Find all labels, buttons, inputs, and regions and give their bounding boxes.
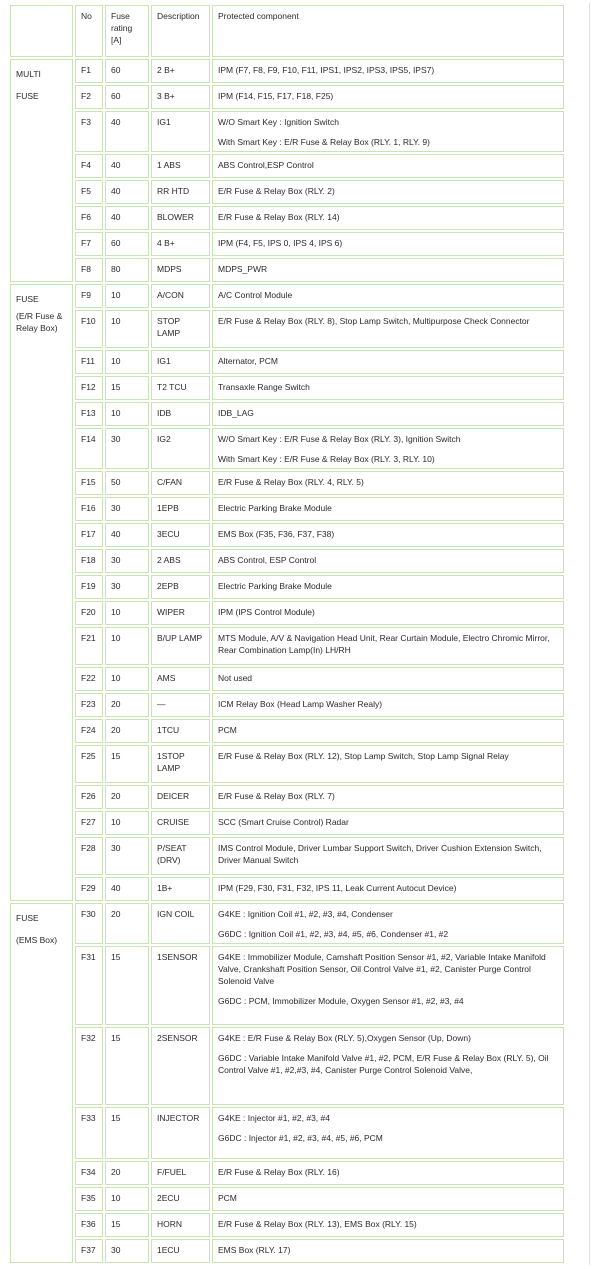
fuse-description-cell: A/CON [151,284,210,308]
fuse-number-cell: F31 [75,946,103,1025]
protected-component-cell [212,1161,564,1185]
protected-component-cell [212,601,564,625]
fuse-description-cell: P/SEAT (DRV) [151,837,210,875]
protected-component-cell [212,837,564,875]
fuse-description-cell: WIPER [151,601,210,625]
protected-component-text: E/R Fuse & Relay Box (RLY. 13), EMS Box (RLY. 15) [218,1219,417,1229]
fuse-number-cell: F23 [75,693,103,717]
protected-component-cell [212,745,564,783]
protected-component-text: G6DC : Ignition Coil #1, #2, #3, #4, #5, #6, Condenser #1, #2 [218,929,449,939]
table-header-row [10,5,564,57]
fuse-description-cell: 2 B+ [151,59,210,83]
protected-component-cell [212,376,564,400]
fuse-number-cell: F4 [75,154,103,178]
fuse-rating-cell: 15 [105,376,149,400]
table-row [10,310,564,348]
fuse-description-cell: BLOWER [151,206,210,230]
fuse-description-cell: 2ECU [151,1187,210,1211]
table-row [10,1213,564,1237]
fuse-number-cell: F30 [75,903,103,944]
fuse-rating-cell: 30 [105,549,149,573]
fuse-number-cell: F20 [75,601,103,625]
fuse-rating-cell: 20 [105,785,149,809]
protected-component-cell [212,232,564,256]
protected-component-text: A/C Control Module [218,290,293,300]
fuse-description-cell: STOP LAMP [151,310,210,348]
fuse-rating-cell: 15 [105,1107,149,1159]
fuse-description-cell: 1B+ [151,877,210,901]
table-row [10,59,564,83]
fuse-number-cell: F25 [75,745,103,783]
fuse-description-cell: HORN [151,1213,210,1237]
fuse-description-cell: B/UP LAMP [151,627,210,665]
protected-component-text: EMS Box (F35, F36, F37, F38) [218,529,335,539]
table-row [10,785,564,809]
protected-component-text: With Smart Key : E/R Fuse & Relay Box (RLY. 1, RLY. 9) [218,137,430,147]
fuse-rating-cell: 40 [105,206,149,230]
protected-component-text: E/R Fuse & Relay Box (RLY. 16) [218,1167,340,1177]
fuse-description-cell: IG2 [151,428,210,469]
fuse-description-cell: 2 ABS [151,549,210,573]
fuse-rating-cell: 20 [105,903,149,944]
fuse-number-cell: F28 [75,837,103,875]
fuse-table [8,3,566,1265]
protected-component-cell [212,206,564,230]
fuse-number-cell: F1 [75,59,103,83]
protected-component-cell [212,402,564,426]
protected-component-text: W/O Smart Key : Ignition Switch [218,117,339,127]
protected-component-text: G4KE : Ignition Coil #1, #2, #3, #4, Condenser [218,909,393,919]
table-row [10,745,564,783]
fuse-description-cell: 1STOP LAMP [151,745,210,783]
fuse-description-cell: IG1 [151,350,210,374]
fuse-rating-cell: 15 [105,1213,149,1237]
fuse-rating-cell: 30 [105,575,149,599]
fuse-number-cell: F9 [75,284,103,308]
fuse-rating-cell: 50 [105,471,149,495]
group-header-cell [10,5,73,57]
fuse-number-cell: F11 [75,350,103,374]
column-header-rating: Fuse rating [A] [105,5,149,57]
fuse-rating-cell: 40 [105,180,149,204]
protected-component-text: IMS Control Module, Driver Lumbar Support Switch, Driver Cushion Extension Switch, Driver Manual Switch [218,843,542,865]
fuse-rating-cell: 10 [105,310,149,348]
table-row [10,575,564,599]
fuse-description-cell: 3 B+ [151,85,210,109]
protected-component-cell [212,1239,564,1263]
fuse-rating-cell: 10 [105,402,149,426]
fuse-rating-cell: 60 [105,59,149,83]
protected-component-cell [212,785,564,809]
protected-component-text: E/R Fuse & Relay Box (RLY. 12), Stop Lamp Switch, Stop Lamp Signal Relay [218,751,509,761]
fuse-number-cell: F17 [75,523,103,547]
table-row [10,693,564,717]
group-label-cell [10,903,73,1263]
fuse-rating-cell: 30 [105,428,149,469]
protected-component-text: IPM (IPS Control Module) [218,607,315,617]
protected-component-text: G6DC : PCM, Immobilizer Module, Oxygen Sensor #1, #2, #3, #4 [218,996,464,1006]
protected-component-cell [212,946,564,1025]
fuse-number-cell: F16 [75,497,103,521]
fuse-description-cell: 1 ABS [151,154,210,178]
fuse-rating-cell: 60 [105,85,149,109]
fuse-number-cell: F8 [75,258,103,282]
protected-component-cell [212,1107,564,1159]
fuse-rating-cell: 10 [105,811,149,835]
fuse-number-cell: F32 [75,1027,103,1105]
protected-component-text: Electric Parking Brake Module [218,503,332,513]
fuse-rating-cell: 30 [105,837,149,875]
fuse-number-cell: F24 [75,719,103,743]
protected-component-text: E/R Fuse & Relay Box (RLY. 8), Stop Lamp Switch, Multipurpose Check Connector [218,316,530,326]
table-row [10,903,564,944]
fuse-number-cell: F27 [75,811,103,835]
fuse-description-cell: MDPS [151,258,210,282]
column-header-no: No [75,5,103,57]
protected-component-cell [212,350,564,374]
protected-component-cell [212,310,564,348]
protected-component-text: IPM (F7, F8, F9, F10, F11, IPS1, IPS2, IPS3, IPS5, IPS7) [218,65,435,75]
fuse-number-cell: F37 [75,1239,103,1263]
protected-component-cell [212,59,564,83]
fuse-rating-cell: 20 [105,1161,149,1185]
table-row [10,402,564,426]
table-row [10,667,564,691]
fuse-description-cell: 1ECU [151,1239,210,1263]
protected-component-text: PCM [218,1193,237,1203]
protected-component-cell [212,471,564,495]
protected-component-cell [212,180,564,204]
protected-component-cell [212,1213,564,1237]
fuse-number-cell: F5 [75,180,103,204]
protected-component-text: IDB_LAG [218,408,254,418]
table-row [10,428,564,469]
fuse-rating-cell: 20 [105,719,149,743]
protected-component-text: ABS Control,ESP Control [218,160,314,170]
table-row [10,1239,564,1263]
table-row [10,497,564,521]
fuse-rating-cell: 10 [105,601,149,625]
protected-component-text: SCC (Smart Cruise Control) Radar [218,817,349,827]
protected-component-text: PCM [218,725,237,735]
protected-component-cell [212,154,564,178]
fuse-number-cell: F19 [75,575,103,599]
table-row [10,523,564,547]
fuse-number-cell: F12 [75,376,103,400]
fuse-number-cell: F22 [75,667,103,691]
protected-component-text: Not used [218,673,253,683]
fuse-number-cell: F2 [75,85,103,109]
fuse-number-cell: F6 [75,206,103,230]
group-label-line: (E/R Fuse & [16,311,63,321]
fuse-rating-cell: 15 [105,745,149,783]
table-row [10,85,564,109]
table-row [10,376,564,400]
fuse-description-cell: — [151,693,210,717]
fuse-number-cell: F7 [75,232,103,256]
fuse-rating-cell: 15 [105,1027,149,1105]
fuse-description-cell: 1EPB [151,497,210,521]
fuse-description-cell: 2EPB [151,575,210,599]
protected-component-text: IPM (F29, F30, F31, F32, IPS 11, Leak Current Autocut Device) [218,883,457,893]
fuse-description-cell: 3ECU [151,523,210,547]
fuse-rating-cell: 10 [105,627,149,665]
table-row [10,258,564,282]
protected-component-text: G4KE : Immobilizer Module, Camshaft Position Sensor #1, #2, Variable Intake Manifold Valve, Crankshaft Position Sensor, Oil Control Valve #1, #2, Canister Purge Control Solenoid Valve [218,952,546,986]
table-row [10,350,564,374]
group-label-line: FUSE [16,91,39,101]
fuse-rating-cell: 80 [105,258,149,282]
fuse-description-cell: C/FAN [151,471,210,495]
protected-component-text: E/R Fuse & Relay Box (RLY. 7) [218,791,335,801]
fuse-rating-cell: 15 [105,946,149,1025]
fuse-rating-cell: 60 [105,232,149,256]
protected-component-cell [212,1187,564,1211]
fuse-description-cell: CRUISE [151,811,210,835]
fuse-number-cell: F3 [75,111,103,152]
fuse-description-cell: 1SENSOR [151,946,210,1025]
table-row [10,627,564,665]
protected-component-cell [212,284,564,308]
protected-component-text: IPM (F4, F5, IPS 0, IPS 4, IPS 6) [218,238,343,248]
protected-component-text: G6DC : Injector #1, #2, #3, #4, #5, #6, PCM [218,1133,383,1143]
fuse-table-container [8,3,562,1265]
fuse-description-cell: INJECTOR [151,1107,210,1159]
group-label-line: MULTI [16,69,41,79]
table-row [10,1161,564,1185]
fuse-number-cell: F26 [75,785,103,809]
protected-component-text: Alternator, PCM [218,356,278,366]
protected-component-cell [212,111,564,152]
protected-component-cell [212,811,564,835]
table-row [10,1027,564,1105]
table-row [10,111,564,152]
protected-component-cell [212,719,564,743]
fuse-number-cell: F14 [75,428,103,469]
fuse-rating-cell: 10 [105,667,149,691]
protected-component-text: W/O Smart Key : E/R Fuse & Relay Box (RLY. 3), Ignition Switch [218,434,461,444]
table-row [10,284,564,308]
group-label-line: FUSE [16,913,39,923]
fuse-rating-cell: 40 [105,111,149,152]
table-row [10,549,564,573]
protected-component-cell [212,1027,564,1105]
table-row [10,1187,564,1211]
table-row [10,180,564,204]
fuse-rating-cell: 10 [105,1187,149,1211]
protected-component-cell [212,523,564,547]
fuse-number-cell: F21 [75,627,103,665]
protected-component-cell [212,667,564,691]
fuse-description-cell: 4 B+ [151,232,210,256]
fuse-description-cell: IG1 [151,111,210,152]
fuse-rating-cell: 40 [105,523,149,547]
protected-component-cell [212,549,564,573]
protected-component-text: ICM Relay Box (Head Lamp Washer Realy) [218,699,383,709]
fuse-description-cell: F/FUEL [151,1161,210,1185]
fuse-number-cell: F10 [75,310,103,348]
group-label-line: (EMS Box) [16,935,58,945]
protected-component-text: G4KE : E/R Fuse & Relay Box (RLY. 5),Oxygen Sensor (Up, Down) [218,1033,471,1043]
protected-component-text: E/R Fuse & Relay Box (RLY. 14) [218,212,340,222]
table-row [10,206,564,230]
fuse-number-cell: F29 [75,877,103,901]
fuse-description-cell: RR HTD [151,180,210,204]
protected-component-text: ABS Control, ESP Control [218,555,317,565]
fuse-description-cell: IDB [151,402,210,426]
fuse-number-cell: F36 [75,1213,103,1237]
fuse-number-cell: F15 [75,471,103,495]
column-header-component: Protected component [212,5,564,57]
protected-component-text: E/R Fuse & Relay Box (RLY. 4, RLY. 5) [218,477,364,487]
fuse-number-cell: F34 [75,1161,103,1185]
group-label-line: FUSE [16,294,39,304]
table-row [10,232,564,256]
column-header-description: Description [151,5,210,57]
protected-component-cell [212,627,564,665]
table-row [10,946,564,1025]
fuse-description-cell: DEICER [151,785,210,809]
group-label-cell [10,59,73,282]
fuse-rating-cell: 30 [105,497,149,521]
table-row [10,154,564,178]
protected-component-text: EMS Box (RLY. 17) [218,1245,291,1255]
fuse-number-cell: F35 [75,1187,103,1211]
protected-component-cell [212,903,564,944]
fuse-rating-cell: 40 [105,154,149,178]
fuse-rating-cell: 10 [105,284,149,308]
protected-component-text: Electric Parking Brake Module [218,581,332,591]
protected-component-text: MDPS_PWR [218,264,268,274]
table-row [10,877,564,901]
protected-component-cell [212,258,564,282]
fuse-rating-cell: 20 [105,693,149,717]
protected-component-text: With Smart Key : E/R Fuse & Relay Box (RLY. 3, RLY. 10) [218,454,435,464]
fuse-number-cell: F33 [75,1107,103,1159]
protected-component-text: MTS Module, A/V & Navigation Head Unit, Rear Curtain Module, Electro Chromic Mirror, Rear Combination Lamp(In) LH/RH [218,633,550,655]
fuse-description-cell: AMS [151,667,210,691]
fuse-table-body [10,59,564,1263]
protected-component-cell [212,693,564,717]
protected-component-text: G6DC : Variable Intake Manifold Valve #1, #2, PCM, E/R Fuse & Relay Box (RLY. 5), Oil Control Valve #1, #2,#3, #4, Canister Purge Control Solenoid Valve, [218,1053,549,1075]
fuse-number-cell: F13 [75,402,103,426]
table-row [10,719,564,743]
fuse-description-cell: 1TCU [151,719,210,743]
table-row [10,811,564,835]
fuse-rating-cell: 10 [105,350,149,374]
table-row [10,601,564,625]
protected-component-text: G4KE : Injector #1, #2, #3, #4 [218,1113,330,1123]
page-border-line [589,3,590,1265]
protected-component-text: IPM (F14, F15, F17, F18, F25) [218,91,334,101]
group-label-cell [10,284,73,901]
protected-component-cell [212,497,564,521]
fuse-rating-cell: 30 [105,1239,149,1263]
protected-component-cell [212,428,564,469]
fuse-description-cell: IGN COIL [151,903,210,944]
protected-component-cell [212,877,564,901]
protected-component-text: E/R Fuse & Relay Box (RLY. 2) [218,186,335,196]
fuse-rating-cell: 40 [105,877,149,901]
fuse-description-cell: T2 TCU [151,376,210,400]
fuse-description-cell: 2SENSOR [151,1027,210,1105]
table-row [10,1107,564,1159]
protected-component-text: Transaxle Range Switch [218,382,310,392]
group-label-line: Relay Box) [16,323,58,333]
fuse-number-cell: F18 [75,549,103,573]
table-row [10,837,564,875]
table-row [10,471,564,495]
protected-component-cell [212,575,564,599]
protected-component-cell [212,85,564,109]
